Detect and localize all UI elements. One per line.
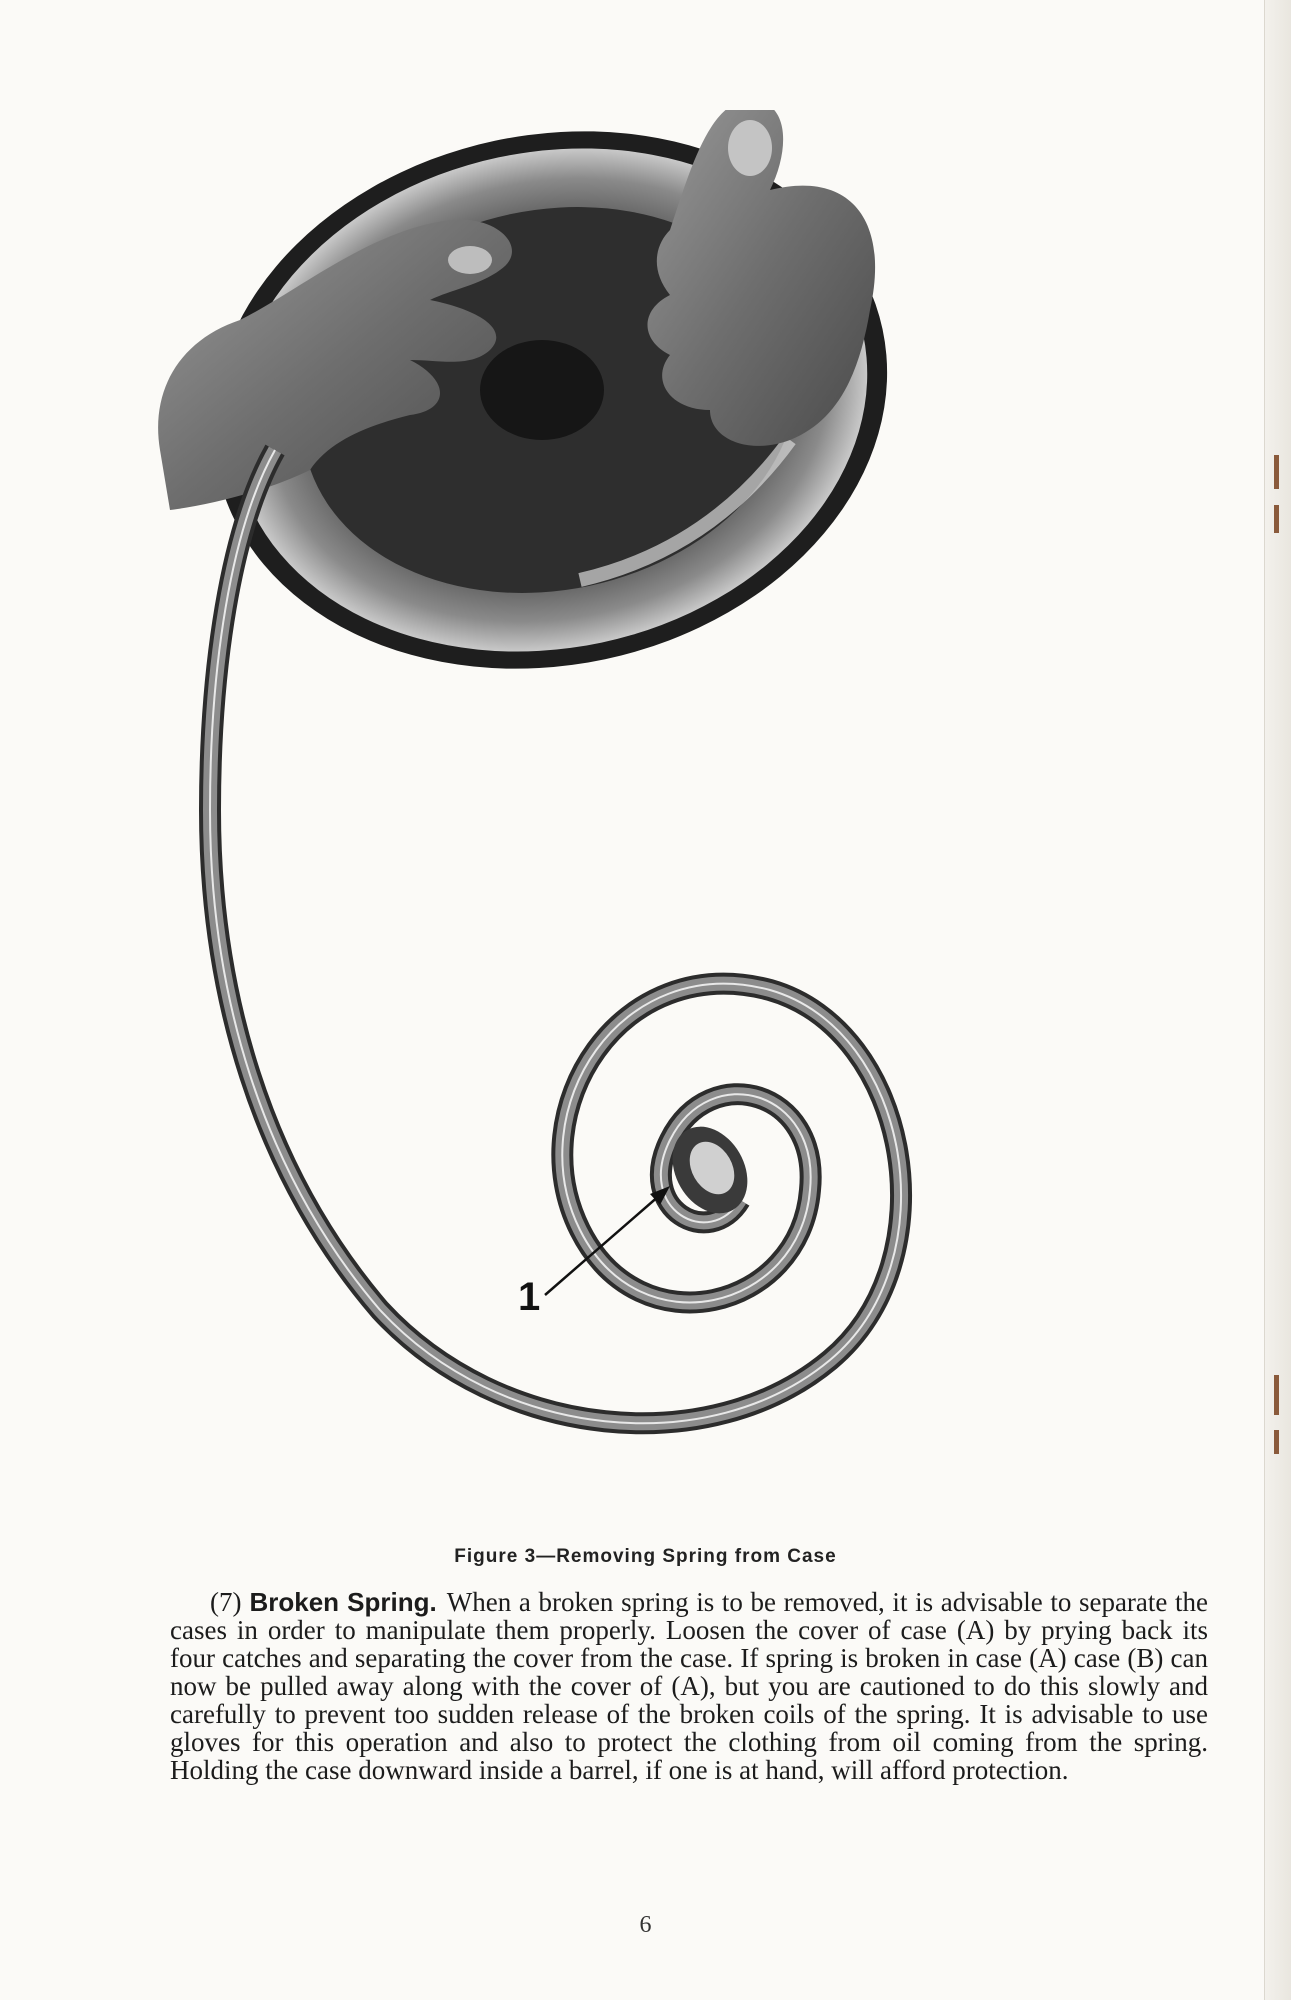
paragraph-text: When a broken spring is to be removed, it is advisable to separate the cases in order to manipulate them properly. Loosen the cover of case (A) by prying back its four catches and separating the cover from the case. If spring is broken in case (A) case (B) can now be pulled away along with the cover of (A), but you are cautioned to do this slowly and carefully to prevent too sudden release of the broken coils of the spring. It is advisable to use gloves for this operation and also to protect the clothing from oil coming from the spring. Holding the case downward inside a barrel, if one is at hand, will afford protection. bbox=[170, 1587, 1209, 1785]
rust-stain bbox=[1274, 505, 1279, 533]
scan-edge bbox=[1264, 0, 1291, 2000]
rust-stain bbox=[1274, 455, 1279, 489]
body-paragraph bbox=[170, 1588, 1208, 1784]
paragraph-number: (7) bbox=[210, 1587, 242, 1617]
figure-caption: Figure 3—Removing Spring from Case bbox=[454, 1546, 837, 1567]
figure-photo bbox=[150, 110, 1100, 1530]
callout-label: 1 bbox=[518, 1275, 541, 1319]
spring-case-illustration bbox=[150, 110, 1100, 1530]
paragraph-heading: Broken Spring. bbox=[249, 1587, 437, 1617]
rust-stain bbox=[1274, 1375, 1279, 1415]
page-number: 6 bbox=[639, 1912, 652, 1938]
rust-stain bbox=[1274, 1430, 1279, 1454]
